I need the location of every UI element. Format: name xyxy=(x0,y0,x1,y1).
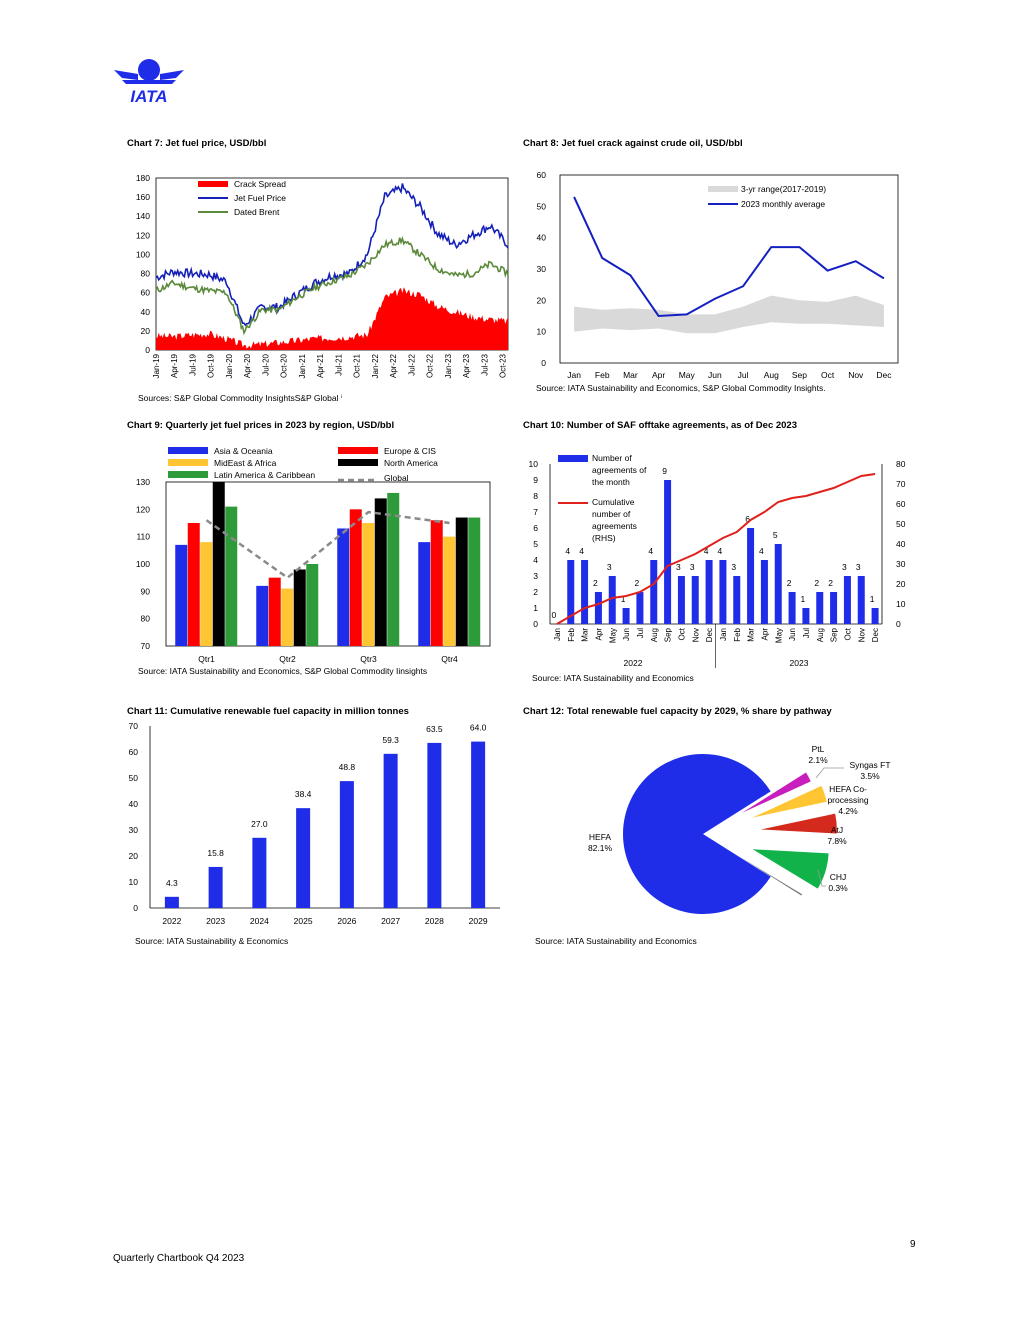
chart11-title: Chart 11: Cumulative renewable fuel capacity in million tonnes xyxy=(127,706,409,717)
chart7-xtick: Jan-20 xyxy=(224,354,234,379)
chart10-bar-label: 4 xyxy=(648,546,654,556)
chart8-xtick: Mar xyxy=(623,370,638,380)
chart9-ytick: 120 xyxy=(135,504,150,515)
chart11-xtick: 2023 xyxy=(206,916,226,926)
chart11-source: Source: IATA Sustainability & Economics xyxy=(135,936,289,946)
chart8-xtick: Nov xyxy=(848,370,864,380)
chart7-xtick: Oct-19 xyxy=(206,354,216,379)
chart10-bar-label: 9 xyxy=(662,466,667,476)
chart10-ytick: 8 xyxy=(533,491,538,501)
chart10-ytick: 4 xyxy=(533,555,538,565)
chart7-ytick: 40 xyxy=(140,306,150,317)
chart12-slice-name: CHJ xyxy=(829,872,847,882)
chart10-y2tick: 80 xyxy=(896,459,906,469)
chart7-xtick: Jul-22 xyxy=(407,354,417,376)
chart12-slice-name: PtL xyxy=(811,744,825,754)
chart10-xtick: Jan xyxy=(552,628,562,641)
chart11-bar xyxy=(252,838,266,908)
chart9-bar xyxy=(431,520,443,646)
chart9-bar xyxy=(362,523,374,646)
chart9-ytick: 110 xyxy=(136,531,150,542)
chart10-bar xyxy=(581,560,588,624)
chart10-bar xyxy=(816,592,823,624)
chart9-bar xyxy=(175,545,187,646)
chart10-ytick: 10 xyxy=(528,459,538,469)
chart9-ytick: 90 xyxy=(140,586,150,597)
chart11-xtick: 2029 xyxy=(468,916,488,926)
chart10-y2tick: 0 xyxy=(896,619,901,629)
chart10-bar-label: 4 xyxy=(703,546,709,556)
chart12-slice-value: 2.1% xyxy=(808,755,828,765)
logo-text: IATA xyxy=(130,87,168,104)
chart12-slice-value: 82.1% xyxy=(587,843,613,853)
chart10-xtick: Sep xyxy=(663,628,673,643)
chart9-legend-label: Europe & CIS xyxy=(384,446,436,456)
chart10-xtick: Nov xyxy=(857,628,867,643)
chart7-xtick: Jan-21 xyxy=(297,354,307,379)
chart9-bar xyxy=(294,569,306,646)
chart9-bar xyxy=(200,542,212,646)
chart10-ytick: 9 xyxy=(533,475,538,485)
chart8-legend-label: 2023 monthly average xyxy=(741,199,826,209)
chart8-ytick: 50 xyxy=(536,201,546,212)
iata-logo xyxy=(112,56,188,104)
chart10-bar-label: 3 xyxy=(731,562,737,572)
chart10-xtick: Mar xyxy=(580,628,590,642)
chart7-xtick: Jul-19 xyxy=(188,354,198,376)
chart8-xtick: Aug xyxy=(763,370,779,380)
chart7-xtick: Oct-21 xyxy=(352,354,362,379)
chart11-ytick: 70 xyxy=(128,721,138,731)
chart7-legend-label: Jet Fuel Price xyxy=(234,193,286,203)
chart9-bar xyxy=(225,507,237,646)
chart10-bar-label: 2 xyxy=(828,578,833,588)
chart11-bar-label: 48.8 xyxy=(338,762,356,773)
chart10-bar xyxy=(761,560,768,624)
chart10-bar-label: 0 xyxy=(551,610,557,620)
chart7-title: Chart 7: Jet fuel price, USD/bbl xyxy=(127,138,267,149)
chart10-ytick: 3 xyxy=(533,571,538,581)
chart10-xtick: Mar xyxy=(746,628,756,642)
chart9-bar xyxy=(443,537,455,646)
chart7-xtick: Oct-23 xyxy=(498,354,508,379)
chart8-ytick: 40 xyxy=(536,232,546,243)
chart9-legend-swatch xyxy=(168,471,208,478)
chart10-xtick: Oct xyxy=(843,628,853,641)
chart10-bar-label: 3 xyxy=(689,562,695,572)
chart7-xtick: Oct-22 xyxy=(425,354,435,379)
chart10-legend-label: Number of xyxy=(592,453,632,463)
chart10-bar xyxy=(733,576,740,624)
chart10-legend-label: agreements of xyxy=(592,465,647,475)
chart11-bar xyxy=(296,808,310,908)
chart10-bar xyxy=(692,576,699,624)
chart12-leader-line xyxy=(816,768,844,778)
chart7-legend-label: Crack Spread xyxy=(234,179,286,189)
chart11-bar xyxy=(384,754,398,908)
chart11-bar-label: 27.0 xyxy=(251,818,268,829)
chart12-source: Source: IATA Sustainability and Economics xyxy=(535,936,697,946)
chart11-xtick: 2022 xyxy=(162,916,182,926)
chart10-xtick: Sep xyxy=(829,628,839,643)
chart8-xtick: Feb xyxy=(594,370,610,380)
chart11-ytick: 40 xyxy=(128,799,138,809)
chart11-bar xyxy=(165,897,179,908)
chart8-xtick: Apr xyxy=(651,370,666,380)
chart9-legend-swatch xyxy=(168,459,208,466)
chart7-xtick: Jul-23 xyxy=(480,354,490,376)
chart10-ytick: 0 xyxy=(533,619,538,629)
chart7-source: Sources: S&P Global Commodity InsightsS&P Global ⁱ xyxy=(138,393,343,403)
chart8-xtick: Jul xyxy=(737,370,749,380)
chart9-bar xyxy=(188,523,200,646)
chart10-ytick: 1 xyxy=(533,603,538,613)
chart11-ytick: 10 xyxy=(128,877,138,887)
chart11-bar xyxy=(340,781,354,908)
chart10-bar-label: 2 xyxy=(786,578,792,588)
chart7-xtick: Jan-22 xyxy=(370,354,380,379)
chart11-bar-label: 64.0 xyxy=(469,722,487,733)
chart10-xtick: Feb xyxy=(566,628,576,642)
chart9-legend-swatch xyxy=(168,447,208,454)
chart7-ytick: 0 xyxy=(145,345,150,355)
chart10-bar xyxy=(595,592,602,624)
chart10-y2tick: 30 xyxy=(896,559,906,569)
chart11-bar-label: 59.3 xyxy=(382,734,399,745)
chart9-legend-label: Latin America & Caribbean xyxy=(214,470,316,480)
chart10-y2tick: 20 xyxy=(896,579,906,589)
chart10-bar-label: 1 xyxy=(800,594,806,604)
chart10-bar xyxy=(802,608,809,624)
chart11-ytick: 60 xyxy=(128,747,138,757)
chart10-bar-label: 6 xyxy=(745,514,750,524)
chart10-bar xyxy=(844,576,851,624)
chart10-bar-label: 4 xyxy=(565,546,571,556)
chart7-series-crack-spread xyxy=(156,287,508,350)
chart11-xtick: 2027 xyxy=(381,916,401,926)
chart12-slice-value: 0.3% xyxy=(828,883,848,893)
chart8 xyxy=(520,165,910,387)
chart10-xtick: Apr xyxy=(594,628,604,641)
chart9-bar xyxy=(418,542,430,646)
chart12-title: Chart 12: Total renewable fuel capacity by 2029, % share by pathway xyxy=(523,706,832,717)
chart10-xtick: Jul xyxy=(635,628,645,639)
chart7-xtick: Jul-21 xyxy=(334,354,344,376)
chart9 xyxy=(120,442,500,666)
chart11 xyxy=(120,716,510,932)
chart11-bar xyxy=(471,742,485,908)
chart11-bar xyxy=(427,743,441,908)
chart10-bar xyxy=(636,592,643,624)
chart7-xtick: Apr-23 xyxy=(462,354,472,379)
chart10-bar xyxy=(872,608,879,624)
chart7-xtick: Oct-20 xyxy=(279,354,289,379)
chart11-ytick: 20 xyxy=(128,851,138,861)
chart10-bar-label: 4 xyxy=(759,546,764,556)
chart10-bar xyxy=(775,544,782,624)
chart10-source: Source: IATA Sustainability and Economics xyxy=(532,673,694,683)
chart9-bar xyxy=(213,482,225,646)
chart7-series-jet-fuel xyxy=(156,184,508,326)
chart8-title: Chart 8: Jet fuel crack against crude oil, USD/bbl xyxy=(523,138,743,149)
chart10-xtick: Aug xyxy=(815,628,825,643)
chart9-bar xyxy=(350,509,362,646)
chart9-bar xyxy=(269,578,281,646)
chart12-slice xyxy=(623,754,771,914)
chart9-ytick: 70 xyxy=(140,641,150,651)
chart10-bar xyxy=(664,480,671,624)
chart8-source: Source: IATA Sustainability and Economics, S&P Global Commodity Insights. xyxy=(536,383,826,393)
chart11-bar-label: 4.3 xyxy=(165,877,178,888)
chart8-xtick: Sep xyxy=(791,370,807,380)
footer-doc-title: Quarterly Chartbook Q4 2023 xyxy=(113,1253,245,1264)
chart9-source: Source: IATA Sustainability and Economics, S&P Global Commodity Iinsights xyxy=(138,666,428,676)
chart8-xtick: Jan xyxy=(567,370,581,380)
chart9-bar xyxy=(375,498,387,646)
chart10-xtick: Aug xyxy=(649,628,659,643)
chart9-bar xyxy=(306,564,318,646)
chart11-bar-label: 63.5 xyxy=(426,723,443,734)
chart7-xtick: Apr-21 xyxy=(316,354,326,379)
chart10-bar xyxy=(719,560,726,624)
chart10-xtick: Dec xyxy=(705,628,715,643)
chart11-xtick: 2025 xyxy=(293,916,313,926)
chart8-xtick: May xyxy=(678,370,695,380)
chart9-bar xyxy=(337,528,349,646)
chart10-bar xyxy=(623,608,630,624)
page-number: 9 xyxy=(910,1239,916,1250)
chart11-ytick: 30 xyxy=(128,825,138,835)
chart9-legend-label: MidEast & Africa xyxy=(214,458,277,468)
chart8-series-2023 xyxy=(574,197,884,316)
chart10-bar xyxy=(747,528,754,624)
chart10-ytick: 7 xyxy=(533,507,538,517)
chart10-xtick: May xyxy=(774,628,784,644)
chart9-ytick: 80 xyxy=(140,613,150,624)
chart10-bar xyxy=(830,592,837,624)
chart9-bar xyxy=(468,518,480,646)
chart11-bar-label: 38.4 xyxy=(294,789,312,800)
chart8-xtick: Oct xyxy=(820,370,835,380)
chart11-ytick: 0 xyxy=(133,903,138,913)
chart10-bar-label: 2 xyxy=(634,578,640,588)
chart10-xtick: Oct xyxy=(677,628,687,641)
chart7-ytick: 180 xyxy=(135,173,150,183)
chart12-slice-value: 4.2% xyxy=(838,806,858,816)
chart12-slice-value: 7.8% xyxy=(827,836,847,846)
chart10 xyxy=(520,446,910,672)
chart9-series-global xyxy=(207,512,450,578)
chart10-bar-label: 4 xyxy=(579,546,584,556)
chart10-legend-swatch xyxy=(558,455,588,462)
chart9-ytick: 130 xyxy=(135,477,150,487)
chart10-y2tick: 70 xyxy=(896,479,906,489)
chart10-xtick: Nov xyxy=(691,628,701,643)
chart8-xtick: Dec xyxy=(876,370,892,380)
chart11-xtick: 2026 xyxy=(337,916,357,926)
chart12-slice-value: 3.5% xyxy=(860,771,880,781)
chart10-xtick: May xyxy=(608,628,618,644)
chart7-legend-label: Dated Brent xyxy=(234,207,280,217)
chart10-y2tick: 60 xyxy=(896,499,906,509)
chart10-bar-label: 2 xyxy=(814,578,820,588)
chart10-title: Chart 10: Number of SAF offtake agreements, as of Dec 2023 xyxy=(523,420,798,431)
chart7-legend-swatch xyxy=(198,181,228,187)
chart10-year-label: 2023 xyxy=(789,658,809,668)
chart10-bar-label: 5 xyxy=(772,530,778,540)
chart10-xtick: Jun xyxy=(622,628,632,641)
chart9-legend-label: North America xyxy=(384,458,438,468)
chart10-ytick: 2 xyxy=(533,587,538,597)
chart9-bar xyxy=(456,518,468,646)
chart8-xtick: Jun xyxy=(708,370,722,380)
chart9-bar xyxy=(256,586,268,646)
chart12-slice xyxy=(761,814,837,834)
chart9-ytick: 100 xyxy=(135,559,150,569)
chart7-xtick: Jan-23 xyxy=(443,354,453,379)
chart10-bar-label: 1 xyxy=(620,594,626,604)
chart7-xtick: Apr-19 xyxy=(170,354,180,379)
chart7-xtick: Apr-20 xyxy=(243,354,253,379)
chart7-ytick: 100 xyxy=(135,249,150,260)
chart7-ytick: 80 xyxy=(140,268,150,279)
chart10-ytick: 5 xyxy=(533,539,538,549)
chart10-legend-label: agreements xyxy=(592,521,637,531)
chart10-xtick: Jan xyxy=(718,628,728,641)
chart7-ytick: 140 xyxy=(135,211,150,222)
chart9-legend-label: Global xyxy=(384,473,409,483)
chart12-slice-name: HEFA xyxy=(588,832,612,842)
chart8-series-range xyxy=(574,296,884,334)
chart8-legend-swatch xyxy=(708,186,738,192)
chart10-legend-label: Cumulative xyxy=(592,497,635,507)
chart10-bar-label: 3 xyxy=(606,562,612,572)
chart9-legend-swatch xyxy=(338,447,378,454)
chart10-year-label: 2022 xyxy=(623,658,643,668)
chart10-bar-label: 1 xyxy=(869,594,875,604)
chart12-slice-name: HEFA Co- xyxy=(829,784,867,794)
chart12-slice-name: processing xyxy=(827,795,869,805)
chart7-xtick: Jan-19 xyxy=(152,354,161,379)
chart10-xtick: Dec xyxy=(871,628,881,643)
chart7-ytick: 60 xyxy=(140,287,150,298)
chart10-y2tick: 10 xyxy=(896,599,906,609)
chart11-ytick: 50 xyxy=(128,773,138,783)
chart10-ytick: 6 xyxy=(533,523,538,533)
chart7-ytick: 120 xyxy=(135,230,150,241)
chart9-xtick: Qtr4 xyxy=(441,654,458,664)
chart10-bar-label: 3 xyxy=(855,562,861,572)
chart7-xtick: Apr-22 xyxy=(389,354,399,379)
chart8-legend-label: 3-yr range(2017-2019) xyxy=(741,184,827,194)
chart10-xtick: Feb xyxy=(732,628,742,642)
chart11-bar-label: 15.8 xyxy=(207,847,224,858)
chart11-bar xyxy=(209,867,223,908)
chart10-bar xyxy=(789,592,796,624)
chart10-y2tick: 40 xyxy=(896,539,906,549)
chart8-ytick: 10 xyxy=(536,326,546,337)
chart9-xtick: Qtr2 xyxy=(279,654,296,664)
chart10-bar xyxy=(706,560,713,624)
chart10-bar-label: 4 xyxy=(717,546,723,556)
chart10-legend-label: number of xyxy=(592,509,631,519)
chart9-bar xyxy=(281,589,293,646)
chart10-y2tick: 50 xyxy=(896,519,906,529)
chart12-slice-name: AtJ xyxy=(830,825,844,835)
chart7-xtick: Jul-20 xyxy=(261,354,271,376)
chart8-ytick: 60 xyxy=(536,170,546,180)
chart10-bar xyxy=(858,576,865,624)
chart9-legend-label: Asia & Oceania xyxy=(214,446,273,456)
chart10-xtick: Apr xyxy=(760,628,770,641)
chart8-ytick: 20 xyxy=(536,295,546,306)
chart12 xyxy=(520,730,910,930)
chart10-xtick: Jul xyxy=(801,628,811,639)
chart9-xtick: Qtr1 xyxy=(198,654,215,664)
chart10-bar xyxy=(678,576,685,624)
chart8-ytick: 30 xyxy=(536,264,546,274)
chart10-bar xyxy=(650,560,657,624)
chart9-title: Chart 9: Quarterly jet fuel prices in 2023 by region, USD/bbl xyxy=(127,420,395,431)
chart11-xtick: 2024 xyxy=(249,916,269,926)
chart12-slice-name: Syngas FT xyxy=(849,760,891,770)
chart9-legend-swatch xyxy=(338,459,378,466)
chart10-bar-label: 2 xyxy=(593,578,598,588)
chart11-xtick: 2028 xyxy=(424,916,444,926)
chart9-xtick: Qtr3 xyxy=(360,654,377,664)
chart7-ytick: 160 xyxy=(135,192,150,203)
chart10-xtick: Jun xyxy=(788,628,798,641)
chart8-ytick: 0 xyxy=(541,358,546,368)
chart10-legend-label: the month xyxy=(592,477,630,487)
chart7 xyxy=(120,172,520,402)
chart10-bar-label: 3 xyxy=(842,562,847,572)
chart10-bar-label: 3 xyxy=(676,562,681,572)
chart7-ytick: 20 xyxy=(140,325,150,336)
chart10-legend-label: (RHS) xyxy=(592,533,616,543)
